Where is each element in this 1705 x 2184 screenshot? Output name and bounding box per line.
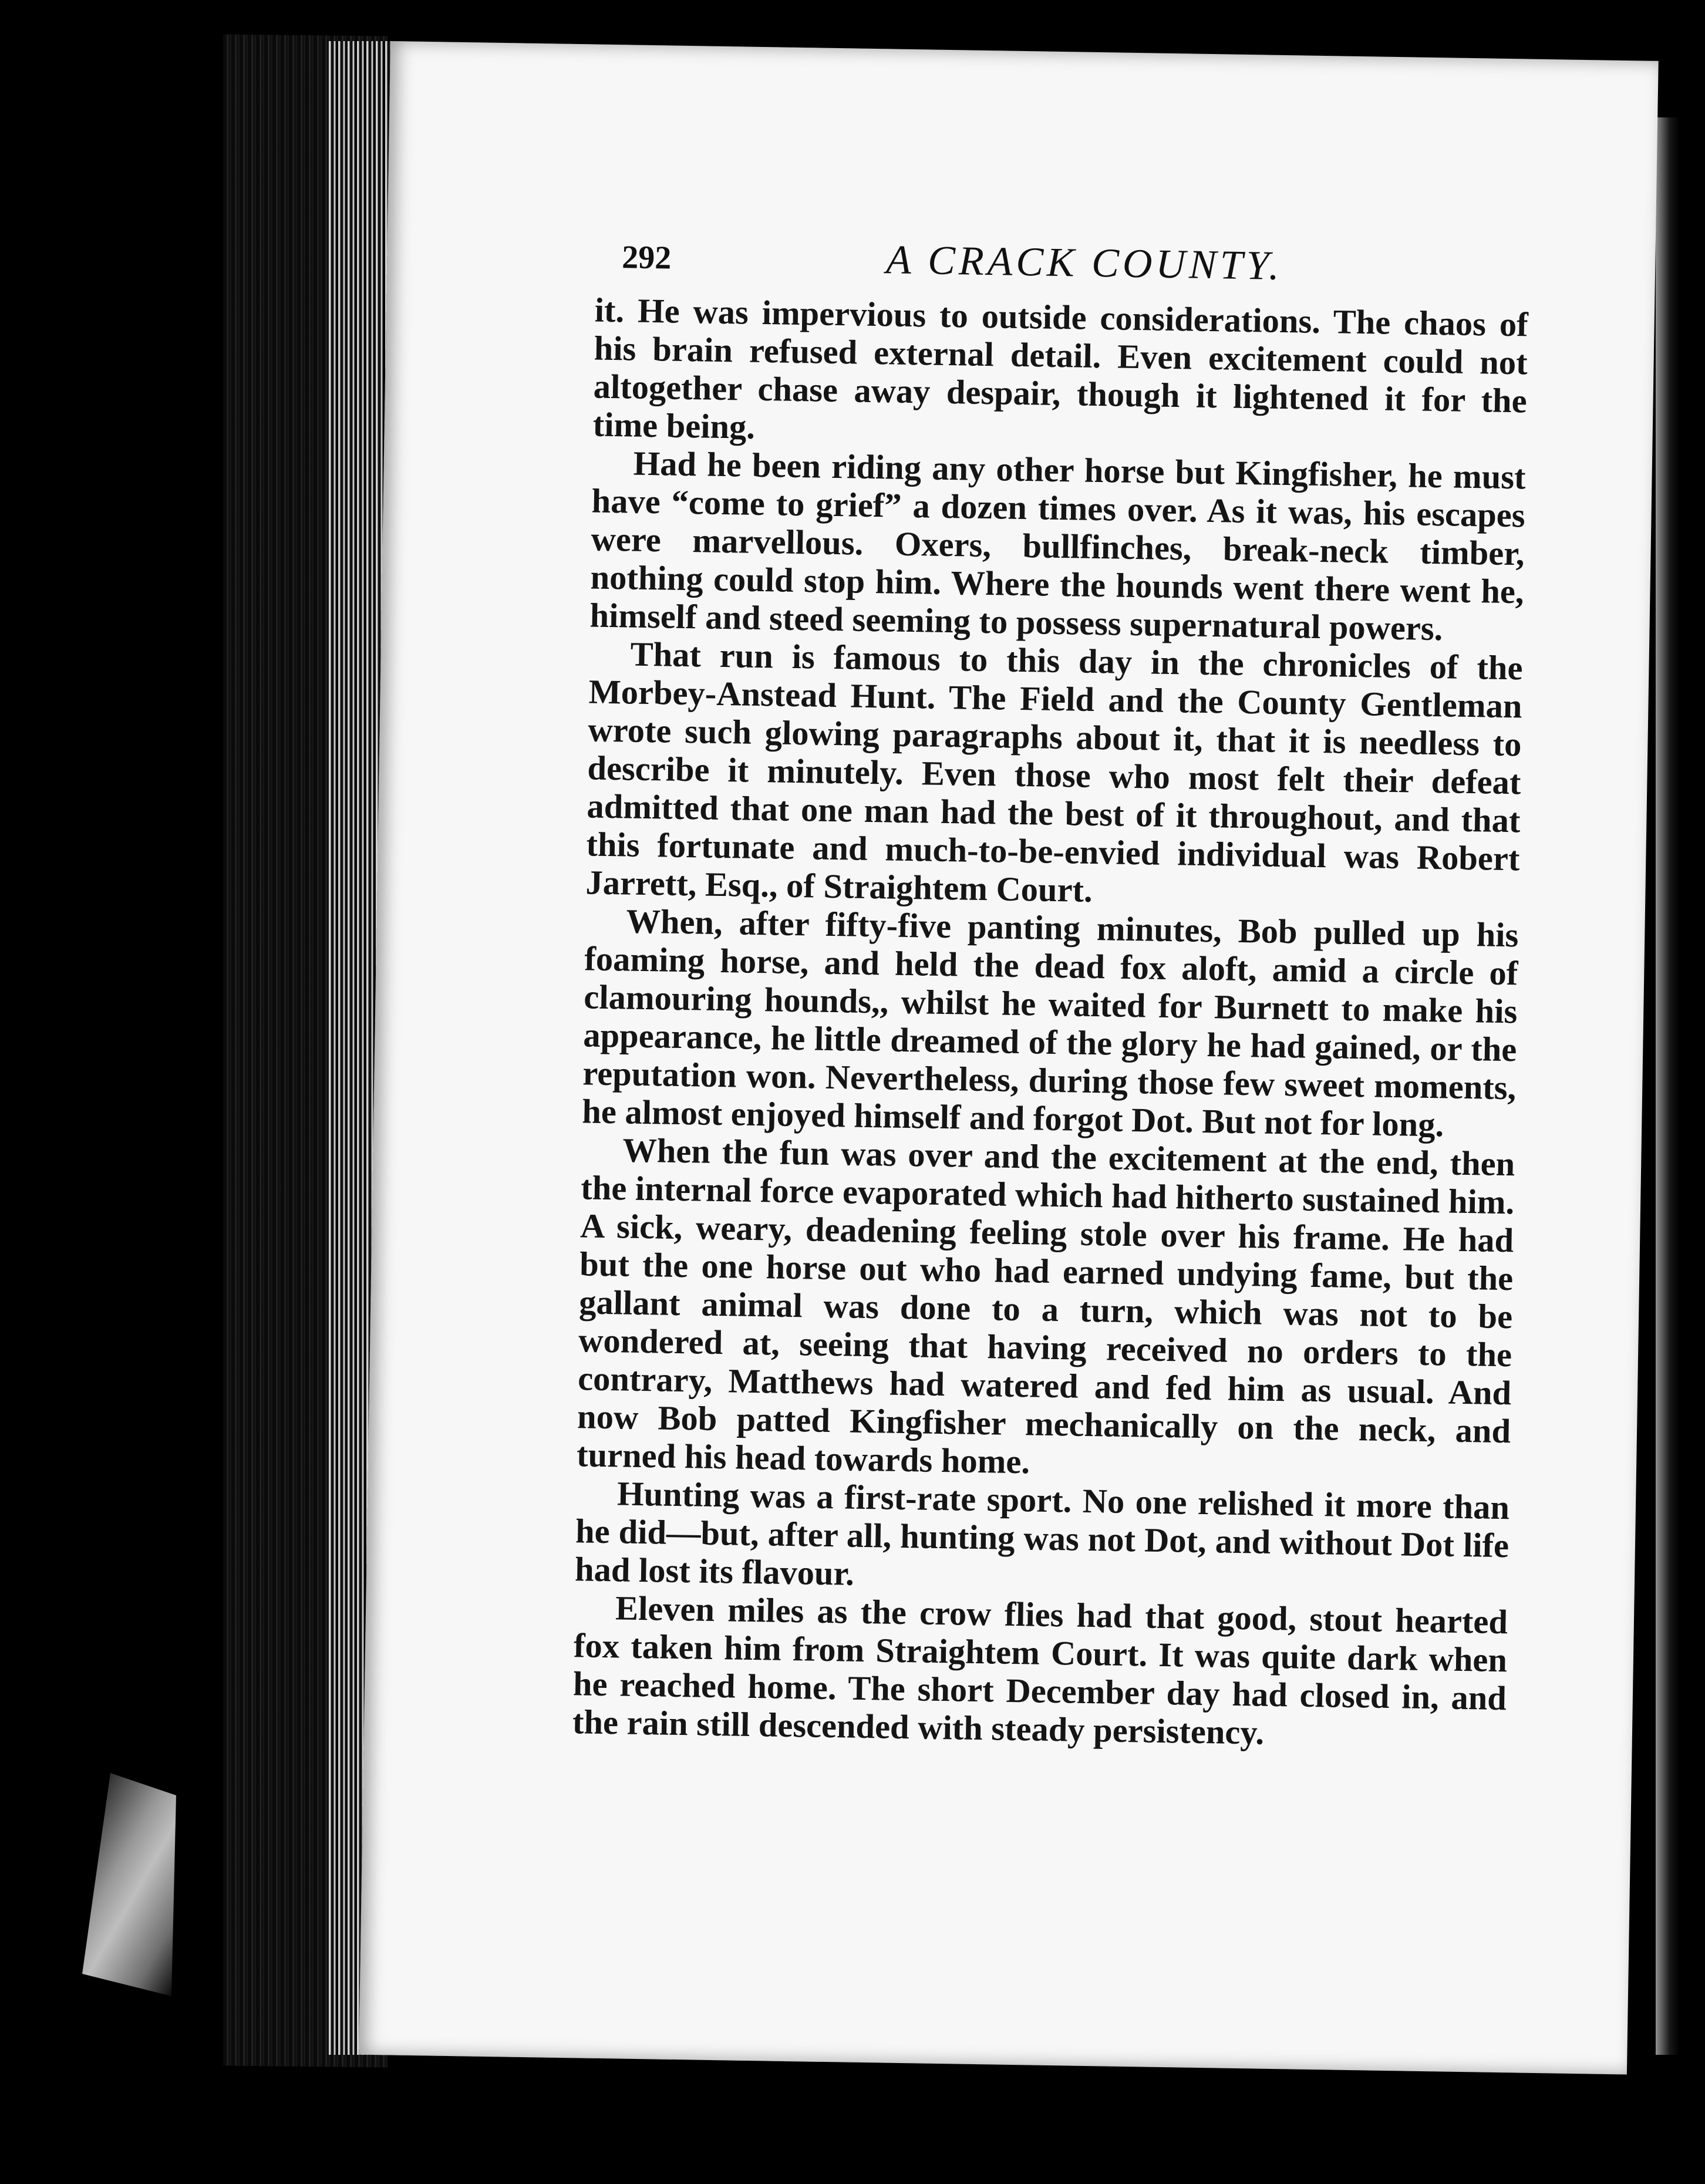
ink-speck <box>881 18 885 22</box>
ink-speck <box>599 23 605 29</box>
body-text <box>572 291 1529 1756</box>
paragraph: Hunting was a first-rate sport. No one relished it more than he did—but, after all, hunting was not Dot, and without Dot life had lost its flavour. <box>574 1474 1510 1593</box>
paragraph: it. He was impervious to outside considerations. The chaos of his brain refused external detail. Even excitement could not altogether chase away despair, though it lightened it for the time being. <box>592 291 1529 446</box>
book-page <box>359 41 1659 2075</box>
paragraph: When, after fifty-five panting minutes, Bob pulled up his foaming horse, and held the dead fox aloft, amid a circle of clamouring hounds,, whilst he waited for Burnett to make his appearance, he little dreamed of the glory he had gained, or the reputation won. Nevertheless, during those few sweet moments, he almost enjoyed himself and forgot Dot. But not for long. <box>581 902 1519 1144</box>
paragraph: Eleven miles as the crow flies had that good, stout hearted fox taken him from Straightem Court. It was quite dark when he reached home. The short December day had closed in, and the rain still descended with steady persistency. <box>572 1589 1508 1752</box>
page-header <box>622 221 1539 299</box>
ink-speck <box>423 2102 431 2109</box>
running-head: A CRACK COUNTY. <box>885 237 1283 289</box>
page-number: 292 <box>621 239 672 277</box>
page-corner-curl <box>82 1773 176 1996</box>
paragraph: That run is famous to this day in the chronicles of the Morbey-Anstead Hunt. The Field and the County Gentleman wrote such glowing paragraphs about it, that it is needless to describe it minutely. Even those who most felt their defeat admitted that one man had the best of it throughout, and that this fortunate and much-to-be-envied individual was Robert Jarrett, Esq., of Straightem Court. <box>585 635 1523 909</box>
paragraph: Had he been riding any other horse but Kingfisher, he must have “come to grief” a dozen times over. As it was, his escapes were marvellous. Oxers, bullfinches, break-neck timber, nothing could stop him. Where the hounds went there went he, himself and steed seeming to possess supernatural powers. <box>589 444 1527 648</box>
right-page-edge <box>1656 117 1679 2055</box>
paragraph: When the fun was over and the excitement at the end, then the internal force evaporated which had hitherto sustained him. A sick, weary, deadening feeling stole over his frame. He had but the one horse out who had earned undying fame, but the gallant animal was done to a turn, which was not to be wondered at, seeing that having received no orders to the contrary, Matthews had watered and fed him as usual. And now Bob patted Kingfisher mechanically on the neck, and turned his head towards home. <box>576 1131 1515 1481</box>
